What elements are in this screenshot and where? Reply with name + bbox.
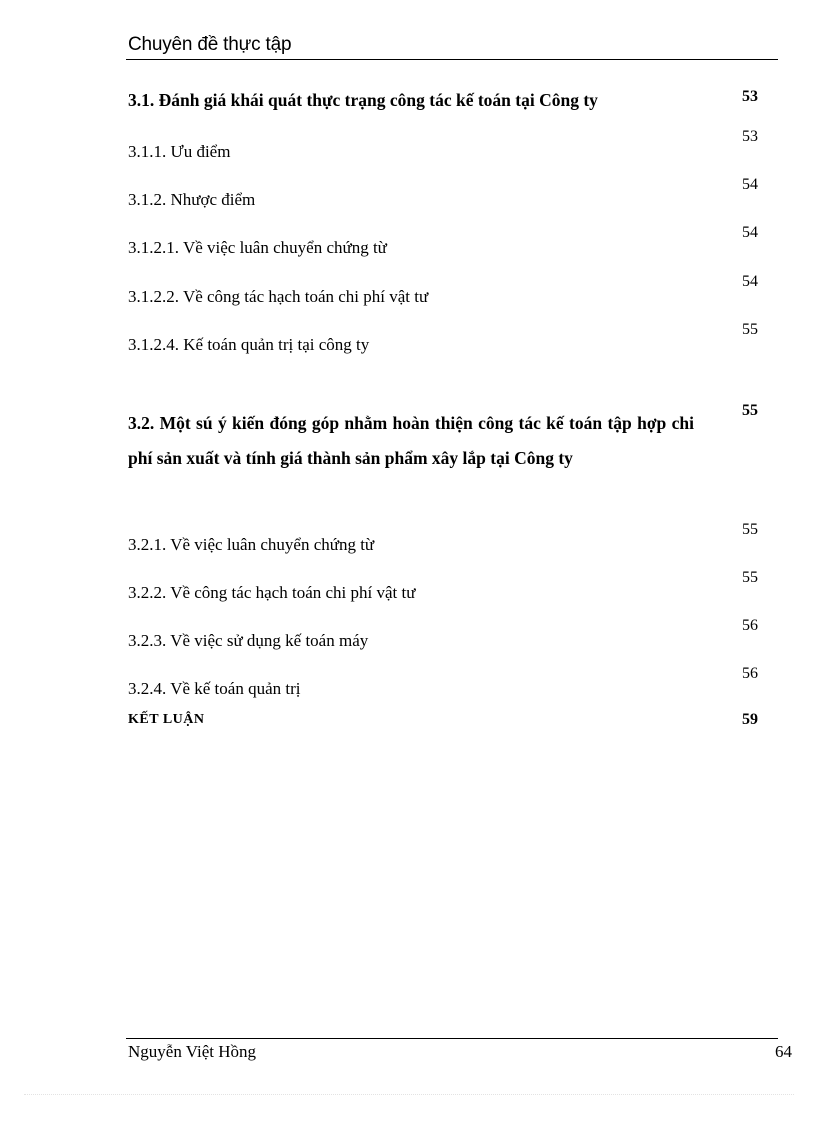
toc-section-title: 3.1. Đánh giá khái quát thực trạng công tác kế toán tại Công ty [128, 90, 598, 110]
toc-page-number: 56 [742, 665, 758, 682]
toc-page-number: 59 [742, 711, 758, 728]
toc-item-title: 3.1.2.4. Kế toán quản trị tại công ty [128, 335, 370, 354]
toc-item-title: 3.1.2. Nhược điểm [128, 190, 256, 209]
toc-page-number: 54 [742, 176, 758, 193]
footer-author: Nguyễn Việt Hồng [128, 1042, 257, 1061]
toc-page-number: 54 [742, 273, 758, 290]
toc-page-number: 55 [742, 402, 758, 419]
footer-page-number: 64 [775, 1042, 792, 1061]
toc-page-number: 55 [742, 521, 758, 538]
toc-page-number: 55 [742, 569, 758, 586]
toc-page-number: 53 [742, 128, 758, 145]
footer-rule [126, 1038, 778, 1039]
toc-item-title: 3.1.2.1. Về việc luân chuyển chứng từ [128, 238, 387, 257]
toc-item-title: 3.2.4. Về kế toán quản trị [128, 679, 301, 698]
toc-page-number: 54 [742, 224, 758, 241]
header-rule [126, 59, 778, 60]
toc-item-title: 3.1.2.2. Về công tác hạch toán chi phí vật tư [128, 287, 429, 306]
toc-section-title: 3.2. Một sú ý kiến đóng góp nhằm hoàn thiện công tác kế toán tập hợp chi phí sản xuất và tính giá thành sản phẩm xây lắp tại Công ty [128, 413, 694, 468]
page-edge-dotted-line [24, 1094, 794, 1095]
toc-item-title: 3.2.3. Về việc sử dụng kế toán máy [128, 631, 369, 650]
toc-item-title: 3.2.1. Về việc luân chuyển chứng từ [128, 535, 375, 554]
page-header-title: Chuyên đề thực tập [128, 34, 292, 55]
toc-conclusion-title: KẾT LUẬN [128, 712, 205, 727]
toc-page-number: 55 [742, 321, 758, 338]
toc-page-number: 53 [742, 88, 758, 105]
toc-item-title: 3.1.1. Ưu điểm [128, 142, 231, 161]
toc-item-title: 3.2.2. Về công tác hạch toán chi phí vật tư [128, 583, 416, 602]
toc-page-number: 56 [742, 617, 758, 634]
